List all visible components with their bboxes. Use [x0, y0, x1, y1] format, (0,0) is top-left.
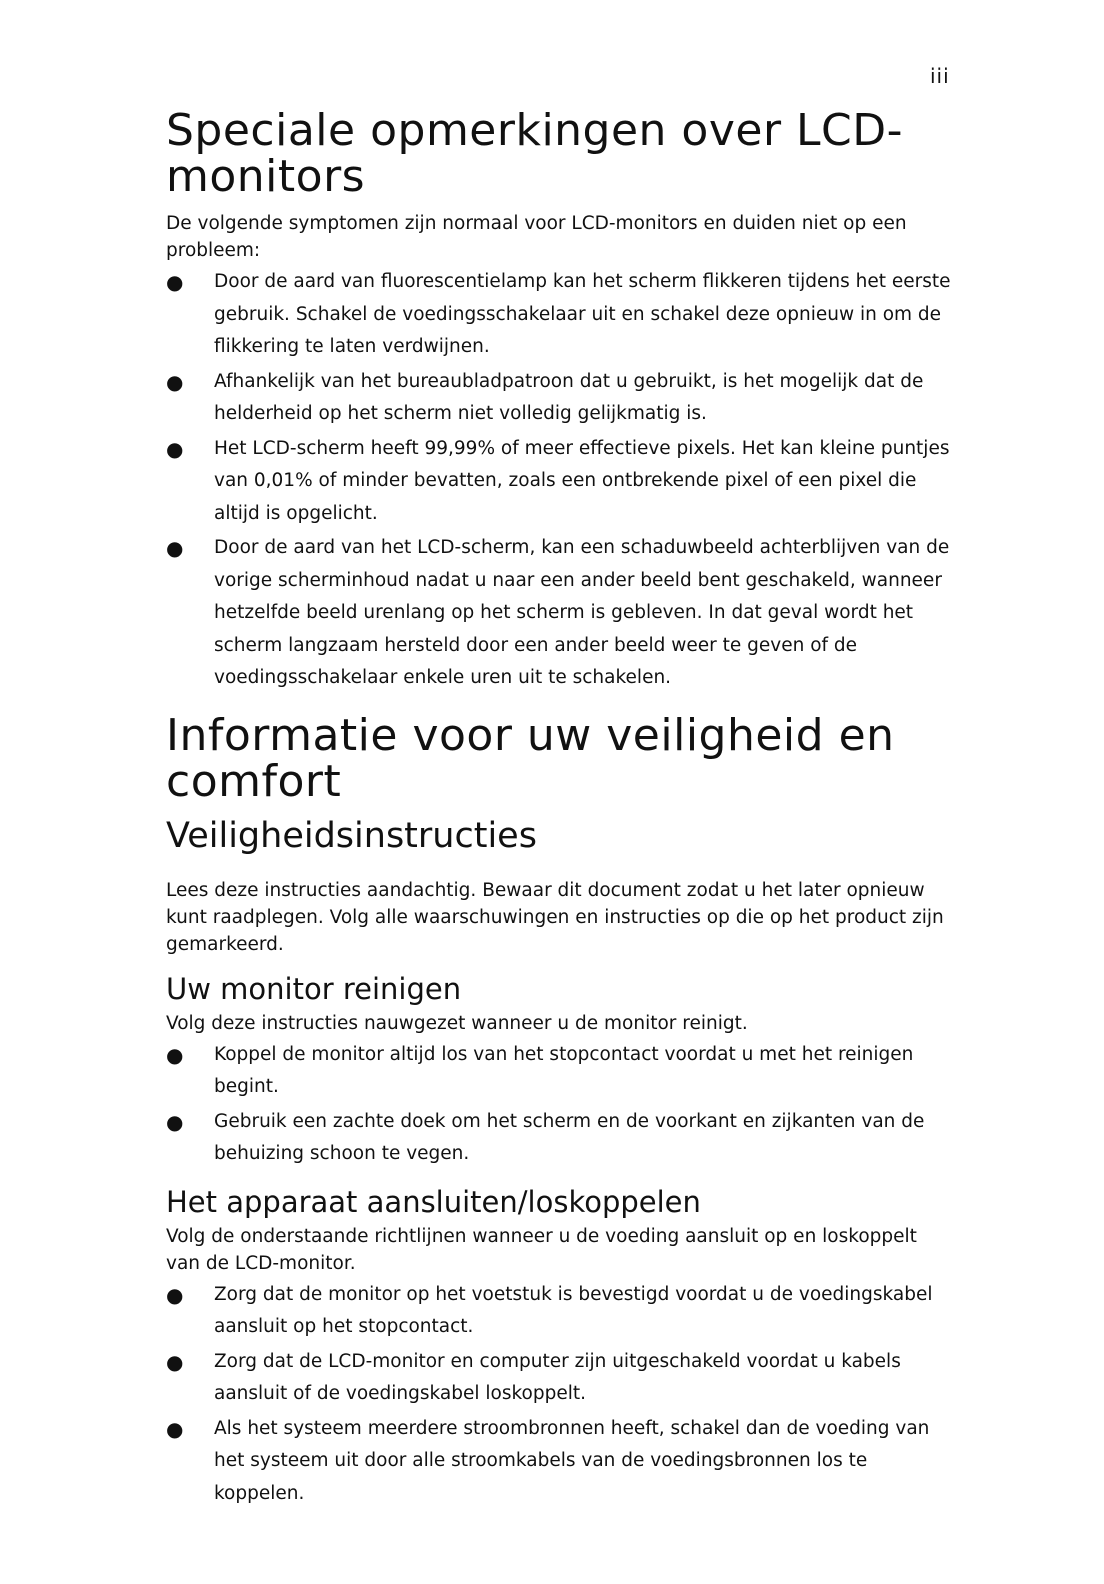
connecting-intro: Volg de onderstaande richtlijnen wanneer u de voeding aansluit op en loskoppelt van de LCD-monitor.: [166, 1225, 917, 1274]
bullet-icon: ●: [166, 1042, 184, 1067]
list-item: [166, 366, 956, 431]
bullet-icon: ●: [166, 1282, 184, 1307]
list-item-text: Gebruik een zachte doek om het scherm en de voorkant en zijkanten van de behuizing schoon te vegen.: [214, 1110, 925, 1164]
list-item-text: Afhankelijk van het bureaubladpatroon dat u gebruikt, is het mogelijk dat de helderheid op het scherm niet volledig gelijkmatig is.: [214, 370, 924, 424]
bullet-icon: ●: [166, 369, 184, 394]
bullet-icon: ●: [166, 436, 184, 461]
safety-instructions-heading: Veiligheidsinstructies: [166, 815, 537, 856]
safety-intro: Lees deze instructies aandachtig. Bewaar dit document zodat u het later opnieuw kunt raadplegen. Volg alle waarschuwingen en instructies op die op het product zijn gemarkeerd.: [166, 879, 944, 955]
list-item-text: Het LCD-scherm heeft 99,99% of meer effectieve pixels. Het kan kleine puntjes van 0,01% of minder bevatten, zoals een ontbrekende pixel of een pixel die altijd is opgelicht.: [214, 437, 950, 524]
cleaning-heading: Uw monitor reinigen: [166, 971, 462, 1006]
list-item: [166, 1039, 956, 1104]
connecting-heading: Het apparaat aansluiten/loskoppelen: [166, 1184, 701, 1219]
bullet-icon: ●: [166, 270, 184, 294]
safety-heading: Informatie voor uw veiligheid en comfort: [166, 709, 895, 807]
bullet-icon: ●: [166, 1416, 184, 1441]
bullet-icon: ●: [166, 536, 184, 560]
cleaning-intro: Volg deze instructies nauwgezet wanneer u de monitor reinigt.: [166, 1012, 748, 1034]
list-item: [166, 1279, 956, 1344]
list-item: [166, 1413, 956, 1511]
connecting-list: [166, 1279, 956, 1511]
list-item: [166, 1106, 956, 1171]
list-item-text: Door de aard van het LCD-scherm, kan een schaduwbeeld achterblijven van de vorige scherminhoud nadat u naar een ander beeld bent geschakeld, wanneer hetzelfde beeld urenlang op het scherm is gebleven. In dat geval wordt het scherm langzaam hersteld door een ander beeld weer te geven of de voedingsschakelaar enkele uren uit te schakelen.: [214, 537, 950, 688]
list-item-text: Zorg dat de monitor op het voetstuk is bevestigd voordat u de voedingskabel aansluit op het stopcontact.: [214, 1283, 933, 1337]
lcd-notes-list: [166, 266, 956, 695]
lcd-notes-heading: Speciale opmerkingen over LCD-monitors: [166, 105, 904, 202]
list-item: [166, 1346, 956, 1411]
list-item: [166, 266, 956, 364]
list-item: [166, 433, 956, 531]
cleaning-list: [166, 1039, 956, 1171]
page-number: iii: [930, 64, 950, 88]
page-content: [166, 105, 956, 1510]
lcd-notes-intro: De volgende symptomen zijn normaal voor LCD-monitors en duiden niet op een probleem:: [166, 213, 907, 261]
bullet-icon: ●: [166, 1349, 184, 1374]
list-item-text: Zorg dat de LCD-monitor en computer zijn uitgeschakeld voordat u kabels aansluit of de voedingskabel loskoppelt.: [214, 1350, 901, 1404]
list-item-text: Door de aard van fluorescentielamp kan het scherm flikkeren tijdens het eerste gebruik. Schakel de voedingsschakelaar uit en schakel deze opnieuw in om de flikkering te laten verdwijnen.: [214, 271, 951, 357]
list-item: [166, 532, 956, 695]
bullet-icon: ●: [166, 1109, 184, 1134]
list-item-text: Als het systeem meerdere stroombronnen heeft, schakel dan de voeding van het systeem uit door alle stroomkabels van de voedingsbronnen los te koppelen.: [214, 1417, 930, 1504]
list-item-text: Koppel de monitor altijd los van het stopcontact voordat u met het reinigen begint.: [214, 1043, 914, 1097]
